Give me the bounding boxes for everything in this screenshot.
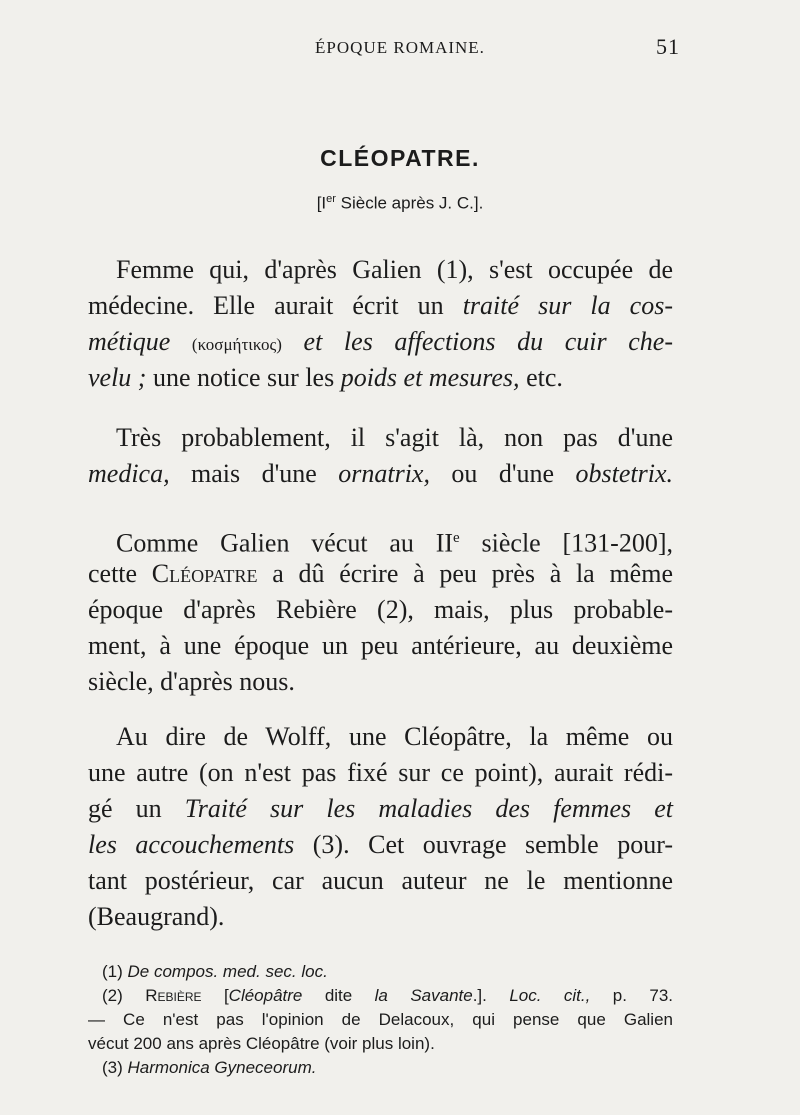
italic-text: poids et mesures,	[340, 363, 520, 392]
italic-text: Loc. cit.,	[509, 986, 591, 1005]
subtitle-superscript: er	[326, 193, 336, 205]
italic-text: De compos. med. sec. loc.	[127, 962, 328, 981]
footnote-1	[88, 960, 673, 984]
text-line: une autre (on n'est pas fixé sur ce point), aurait rédi-	[88, 758, 673, 787]
small-caps-name: Cléopatre	[151, 559, 258, 588]
footnotes	[88, 960, 673, 1080]
page-header	[0, 32, 800, 62]
text-span: Comme Galien vécut au II	[116, 528, 454, 558]
text-span: ou d'une	[429, 459, 576, 488]
text-span: cette	[88, 559, 152, 588]
subtitle-rest: Siècle après J. C.].	[335, 193, 484, 213]
italic-text: la Savante	[374, 986, 473, 1005]
italic-text: Harmonica Gyneceorum.	[127, 1058, 317, 1077]
text-line	[88, 520, 673, 556]
italic-text: velu ;	[88, 363, 147, 392]
page-number: 51	[656, 34, 680, 59]
text-line: époque d'après Rebière (2), mais, plus probable-	[88, 595, 673, 624]
italic-text: obstetrix.	[575, 459, 673, 488]
text-line: (Beaugrand).	[88, 902, 225, 931]
text-line	[88, 791, 673, 827]
text-span: .].	[472, 986, 510, 1005]
footnote-number: (2)	[102, 986, 146, 1005]
text-line: Femme qui, d'après Galien (1), s'est occupée de	[116, 255, 673, 284]
greek-word: (κοσμήτικος)	[191, 335, 282, 354]
text-span: dite	[302, 986, 375, 1005]
text-line	[88, 827, 673, 863]
text-span: p. 73.	[590, 986, 673, 1005]
paragraph-1	[88, 252, 673, 396]
running-title: ÉPOQUE ROMAINE.	[315, 38, 485, 57]
italic-text: les accouchements	[88, 830, 295, 859]
text-span: gé un	[88, 794, 185, 823]
text-span: médecine. Elle aurait écrit un	[88, 291, 463, 320]
footnote-2-continued: vécut 200 ans après Cléopâtre (voir plus loin).	[88, 1034, 435, 1053]
italic-text: medica,	[88, 459, 170, 488]
footnote-3	[88, 1056, 673, 1080]
italic-text: et les affections du cuir che-	[281, 327, 673, 356]
text-span: a dû écrire à peu près à la même	[257, 559, 673, 588]
paragraph-2	[88, 420, 673, 492]
italic-text: traité sur la cos-	[462, 291, 673, 320]
footnote-number: (3)	[102, 1058, 128, 1077]
text-line: Au dire de Wolff, une Cléopâtre, la même ou	[116, 722, 673, 751]
text-span: (3). Cet ouvrage semble pour-	[294, 830, 673, 859]
italic-text: ornatrix,	[338, 459, 430, 488]
paragraph-4	[88, 719, 673, 935]
text-line: siècle, d'après nous.	[88, 667, 295, 696]
italic-text: métique	[88, 327, 192, 356]
text-span: etc.	[519, 363, 563, 392]
text-line	[88, 556, 673, 592]
text-span: mais d'une	[169, 459, 339, 488]
text-line: Très probablement, il s'agit là, non pas d'une	[116, 423, 673, 452]
footnote-2	[88, 984, 673, 1008]
section-title: CLÉOPATRE.	[320, 145, 480, 171]
footnote-number: (1)	[102, 962, 128, 981]
section-subtitle	[0, 193, 800, 214]
text-span: [	[201, 986, 229, 1005]
italic-text: Cléopâtre	[228, 986, 303, 1005]
subtitle-open: [I	[316, 193, 327, 213]
text-span: une notice sur les	[146, 363, 341, 392]
text-span: siècle [131-200],	[459, 528, 673, 558]
text-line	[88, 324, 673, 360]
footnote-2-continued: — Ce n'est pas l'opinion de Delacoux, qui pense que Galien	[88, 1010, 673, 1029]
small-caps-name: Rebière	[145, 986, 202, 1005]
superscript: e	[453, 530, 460, 546]
italic-text: Traité sur les maladies des femmes et	[184, 794, 673, 823]
text-line	[88, 360, 673, 396]
paragraph-3	[88, 520, 673, 700]
text-line	[88, 288, 673, 324]
text-line: ment, à une époque un peu antérieure, au deuxième	[88, 631, 673, 660]
text-line: tant postérieur, car aucun auteur ne le mentionne	[88, 866, 673, 895]
text-line	[88, 456, 673, 492]
